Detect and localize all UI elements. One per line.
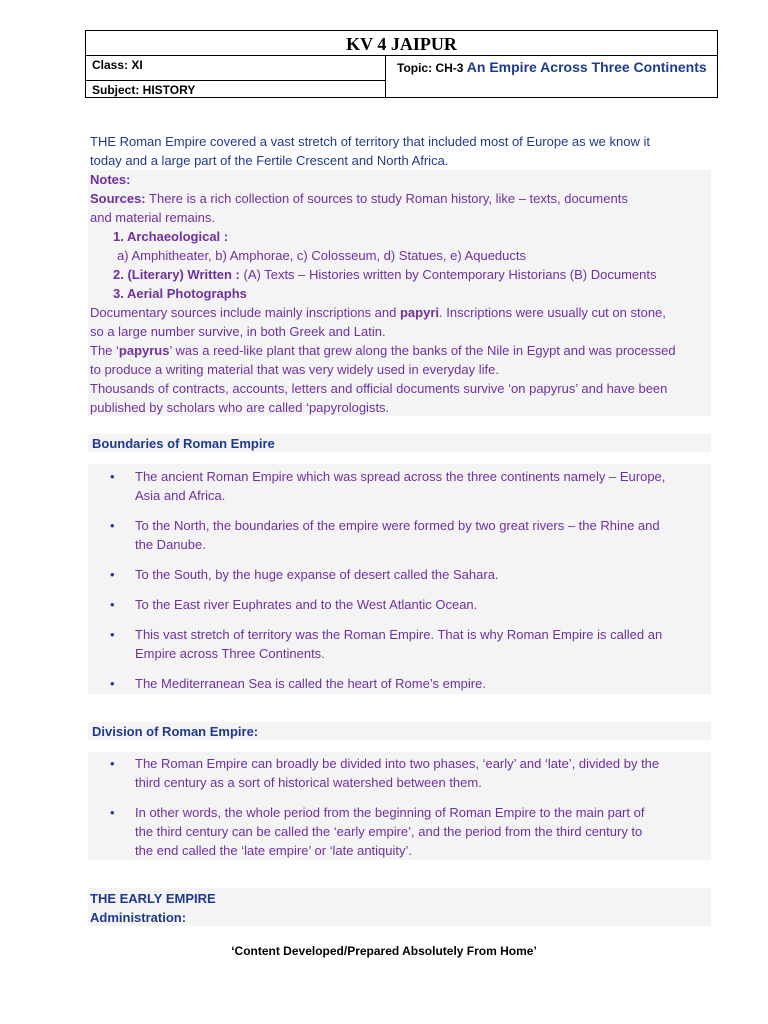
papyrus-text: ’ was a reed-like plant that grew along the banks of the Nile in Egypt and was processed [169, 343, 676, 358]
list-item [110, 467, 705, 505]
list-item-line: the third century can be called the ‘early empire’, and the period from the third century to [135, 824, 643, 839]
list-item-line: This vast stretch of territory was the Roman Empire. That is why Roman Empire is called an [135, 627, 663, 642]
list-item-line: The ancient Roman Empire which was spread across the three continents namely – Europe, [135, 469, 666, 484]
documentary-line [90, 303, 666, 322]
list-item-line: To the East river Euphrates and to the West Atlantic Ocean. [135, 597, 478, 612]
documentary-text: Documentary sources include mainly inscriptions and [90, 305, 400, 320]
bullet-icon: • [110, 597, 115, 612]
thousands-line: published by scholars who are called ‘papyrologists. [90, 400, 390, 415]
list-item [110, 754, 705, 792]
bullet-icon: • [110, 627, 115, 642]
sources-text: There is a rich collection of sources to study Roman history, like – texts, documents [145, 191, 628, 206]
notes-heading: Notes: [90, 172, 131, 187]
bullet-icon: • [110, 676, 115, 691]
written-label: 2. (Literary) Written : [113, 267, 240, 282]
sources-line [90, 189, 628, 208]
division-heading: Division of Roman Empire: [92, 724, 259, 739]
list-item-line: In other words, the whole period from the beginning of Roman Empire to the main part of [135, 805, 645, 820]
bullet-icon: • [110, 805, 115, 820]
school-title: KV 4 JAIPUR [86, 31, 717, 56]
sources-label: Sources: [90, 191, 146, 206]
early-empire-heading: THE EARLY EMPIRE [90, 891, 216, 906]
archaeological-item: 1. Archaeological : [113, 229, 229, 244]
archaeological-list: a) Amphitheater, b) Amphorae, c) Colosseum, d) Statues, e) Aqueducts [117, 248, 526, 263]
list-item-line: Empire across Three Continents. [135, 646, 325, 661]
table-divider [385, 56, 386, 98]
footer-note: ‘Content Developed/Prepared Absolutely From Home’ [231, 944, 537, 958]
list-item-line: To the North, the boundaries of the empire were formed by two great rivers – the Rhine and [135, 518, 660, 533]
list-item-line: the end called the ‘late empire’ or ‘late antiquity’. [135, 843, 413, 858]
list-item [110, 674, 705, 693]
written-text: (A) Texts – Histories written by Contemporary Historians (B) Documents [239, 267, 657, 282]
bullet-icon: • [110, 518, 115, 533]
list-item-line: the Danube. [135, 537, 206, 552]
boundaries-heading: Boundaries of Roman Empire [92, 436, 275, 451]
boundaries-list [110, 467, 705, 704]
list-item-line: Asia and Africa. [135, 488, 226, 503]
bullet-icon: • [110, 756, 115, 771]
division-list [110, 754, 705, 871]
list-item [110, 803, 705, 860]
papyrus-line [90, 341, 676, 360]
list-item-line: To the South, by the huge expanse of desert called the Sahara. [135, 567, 499, 582]
papyri-term: papyri [399, 305, 439, 320]
aerial-item: 3. Aerial Photographs [113, 286, 247, 301]
bullet-icon: • [110, 567, 115, 582]
administration-heading: Administration: [90, 910, 187, 925]
subject-label: Subject: HISTORY [92, 83, 196, 97]
topic-label [397, 59, 707, 75]
list-item-line: The Roman Empire can broadly be divided into two phases, ‘early’ and ‘late’, divided by the [135, 756, 660, 771]
list-item [110, 625, 705, 663]
list-item-line: third century as a sort of historical watershed between them. [135, 775, 482, 790]
list-item [110, 595, 705, 614]
written-item [113, 265, 657, 284]
intro-line: THE Roman Empire covered a vast stretch of territory that included most of Europe as we know it [90, 134, 650, 149]
topic-prefix: Topic: CH-3 [397, 61, 464, 75]
class-label: Class: XI [92, 58, 143, 72]
papyrus-term: papyrus [118, 343, 170, 358]
documentary-text: . Inscriptions were usually cut on stone, [439, 305, 666, 320]
documentary-line: so a large number survive, in both Greek and Latin. [90, 324, 386, 339]
bullet-icon: • [110, 469, 115, 484]
topic-title: An Empire Across Three Continents [466, 59, 707, 75]
list-item [110, 516, 705, 554]
papyrus-line: to produce a writing material that was very widely used in everyday life. [90, 362, 499, 377]
papyrus-text: The ‘ [90, 343, 119, 358]
intro-line: today and a large part of the Fertile Crescent and North Africa. [90, 153, 449, 168]
list-item-line: The Mediterranean Sea is called the heart of Rome’s empire. [135, 676, 486, 691]
thousands-line: Thousands of contracts, accounts, letters and official documents survive ‘on papyrus’ and have been [90, 381, 668, 396]
table-divider [86, 80, 386, 81]
header-table [85, 30, 718, 98]
list-item [110, 565, 705, 584]
sources-line: and material remains. [90, 210, 215, 225]
